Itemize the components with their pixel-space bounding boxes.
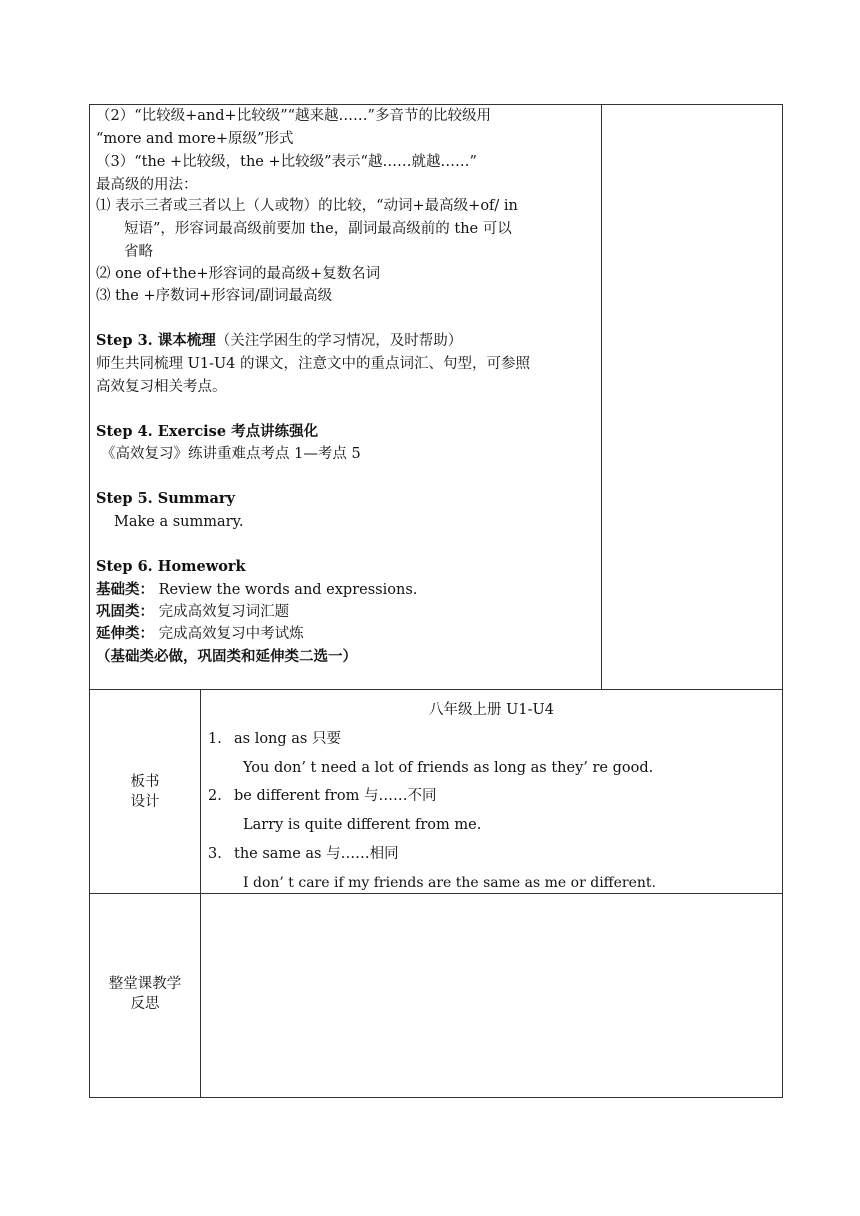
board-item-phrase: the same as 与……相同: [234, 846, 399, 862]
board-item-example: I don’ t care if my friends are the same as me or different.: [243, 875, 656, 891]
step3-body: 师生共同梳理 U1-U4 的课文，注意文中的重点词汇、句型，可参照: [96, 356, 531, 372]
board-label: [90, 772, 200, 812]
homework-consolidate-text: 完成高效复习词汇题: [158, 604, 290, 620]
reflection-label-line1: 整堂课教学: [108, 976, 182, 992]
lower-column-divider: [200, 689, 201, 1098]
homework-extend-text: 完成高效复习中考试炼: [158, 626, 304, 642]
board-item-example: You don’ t need a lot of friends as long as they’ re good.: [243, 760, 654, 776]
step6-heading: Step 6. Homework: [96, 558, 246, 575]
row-divider-2: [89, 893, 783, 894]
step3-heading: Step 3. 课本梳理: [96, 332, 216, 349]
text-line: ⑴ 表示三者或三者以上（人或物）的比较，“动词+最高级+of/ in: [96, 198, 518, 214]
homework-basic: [96, 580, 417, 600]
text-line: 最高级的用法：: [96, 177, 198, 193]
board-item-number: 2.: [208, 788, 222, 804]
text-line: （3）“the +比较级，the +比较级”表示“越……就越……”: [96, 154, 477, 170]
text-line: ⑵ one of+the+形容词的最高级+复数名词: [96, 266, 381, 282]
homework-note: （基础类必做，巩固类和延伸类二选一）: [96, 648, 357, 665]
homework-basic-label: 基础类：: [96, 581, 154, 598]
homework-basic-text: Review the words and expressions.: [158, 582, 418, 598]
text-line: 省略: [124, 244, 153, 260]
step4-heading: Step 4. Exercise 考点讲练强化: [96, 423, 319, 440]
homework-extend: [96, 624, 304, 644]
step5-body: Make a summary.: [114, 514, 244, 530]
table-border-right: [782, 104, 783, 1098]
board-label-line2: 设计: [130, 794, 160, 810]
text-line: ⑶ the +序数词+形容词/副词最高级: [96, 288, 333, 304]
board-item-example: Larry is quite different from me.: [243, 817, 482, 833]
step5-heading: Step 5. Summary: [96, 490, 235, 507]
upper-column-divider: [601, 104, 602, 690]
step4-body: 《高效复习》练讲重难点考点 1—考点 5: [101, 446, 361, 462]
board-item-number: 1.: [208, 731, 222, 747]
board-title: 八年级上册 U1-U4: [429, 702, 554, 718]
table-border-bottom: [89, 1097, 783, 1098]
board-item-phrase: as long as 只要: [234, 731, 341, 747]
board-label-line1: 板书: [130, 774, 160, 790]
text-line: “more and more+原级”形式: [96, 131, 294, 147]
table-border-top: [89, 104, 783, 105]
homework-consolidate: [96, 602, 289, 622]
text-line: 短语”，形容词最高级前要加 the，副词最高级前的 the 可以: [124, 221, 512, 237]
text-line: （2）“比较级+and+比较级”“越来越……”多音节的比较级用: [96, 108, 491, 124]
board-item-number: 3.: [208, 846, 222, 862]
step3-line: [96, 331, 462, 351]
step3-body: 高效复习相关考点。: [96, 379, 227, 395]
reflection-content-area[interactable]: [202, 895, 781, 1096]
row-divider-1: [89, 689, 783, 690]
table-border-left: [89, 104, 90, 1098]
reflection-label: [90, 974, 200, 1014]
homework-extend-label: 延伸类：: [96, 625, 154, 642]
board-item-phrase: be different from 与……不同: [234, 788, 437, 804]
step3-note: （关注学困生的学习情况，及时帮助）: [215, 333, 463, 349]
reflection-label-line2: 反思: [130, 996, 160, 1012]
homework-consolidate-label: 巩固类：: [96, 603, 154, 620]
